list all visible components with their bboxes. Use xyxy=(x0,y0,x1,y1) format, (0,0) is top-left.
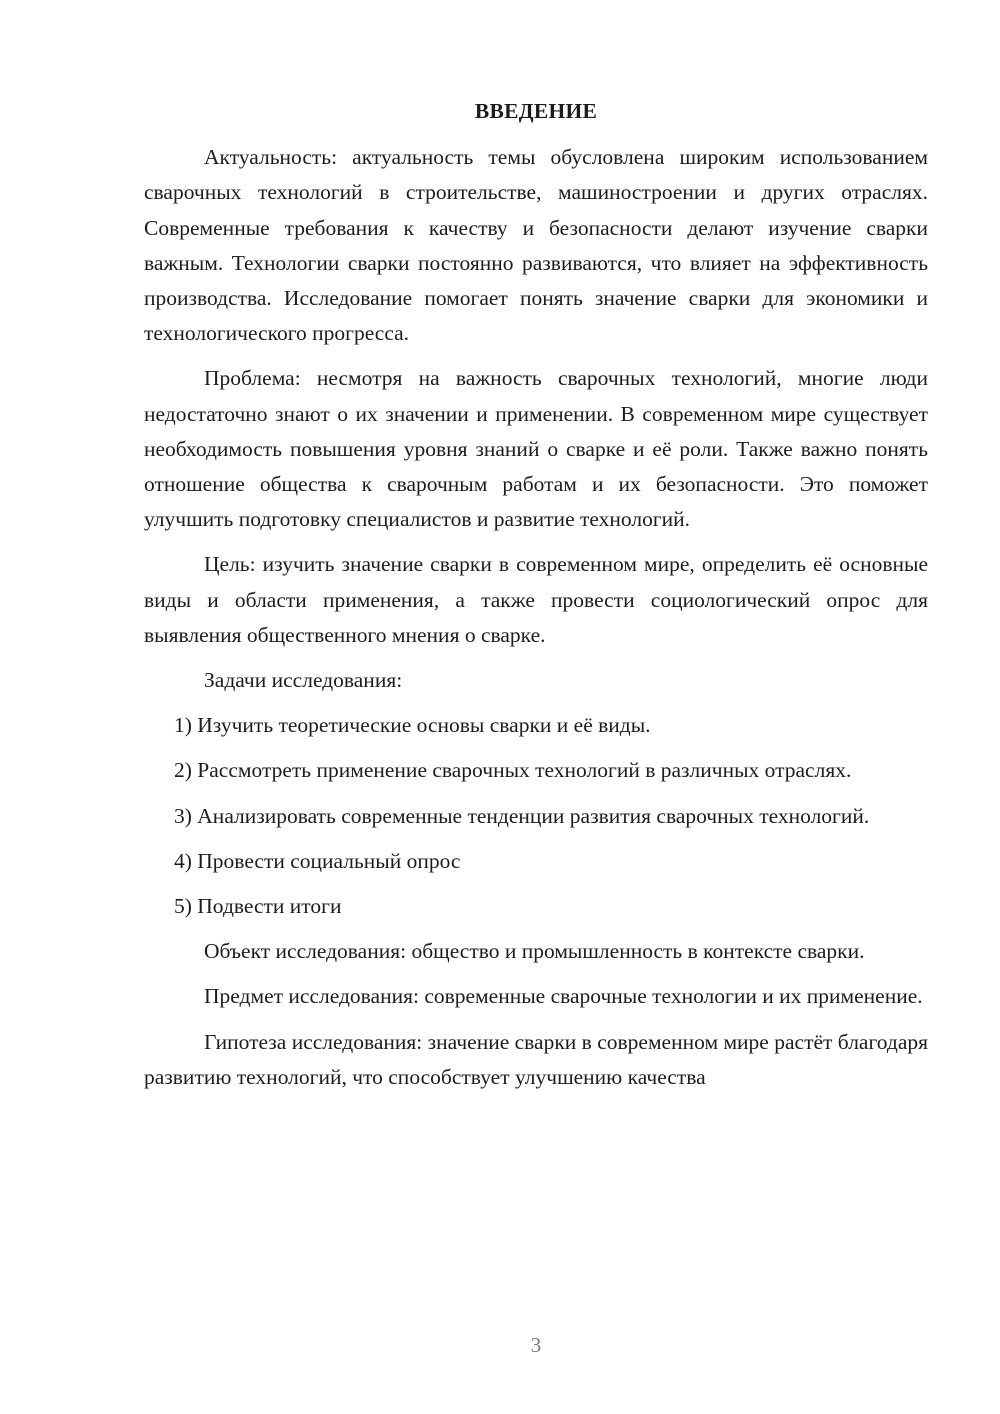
task-item-4: 4) Провести социальный опрос xyxy=(174,848,461,873)
paragraph-object: Объект исследования: общество и промышленность в контексте сварки. xyxy=(204,939,865,964)
page-content xyxy=(144,94,928,1105)
task-item-2: 2) Рассмотреть применение сварочных технологий в различных отраслях. xyxy=(174,758,852,783)
paragraph-goal: Цель: изучить значение сварки в современном мире, определить её основные виды и области применения, а также провести социологический опрос для выявления общественного мнения о сварке. xyxy=(144,552,928,647)
paragraph-problem: Проблема: несмотря на важность сварочных технологий, многие люди недостаточно знают о их значении и применении. В современном мире существует необходимость повышения уровня знаний о сварке и её роли. Также важно понять отношение общества к сварочным работам и их безопасности. Это поможет улучшить подготовку специалистов и развитие технологий. xyxy=(144,366,928,532)
paragraph-subject: Предмет исследования: современные сварочные технологии и их применение. xyxy=(204,984,923,1009)
task-item-5: 5) Подвести итоги xyxy=(174,894,342,919)
paragraph-relevance: Актуальность: актуальность темы обусловлена широким использованием сварочных технологий в строительстве, машиностроении и других отраслях. Современные требования к качеству и безопасности делают изучение сварки важным. Технологии сварки постоянно развиваются, что влияет на эффективность производства. Исследование помогает понять значение сварки для экономики и технологического прогресса. xyxy=(144,145,928,346)
section-title: ВВЕДЕНИЕ xyxy=(474,99,598,123)
page-number: 3 xyxy=(530,1333,542,1357)
task-item-1: 1) Изучить теоретические основы сварки и её виды. xyxy=(174,713,651,738)
tasks-heading: Задачи исследования: xyxy=(204,668,403,693)
paragraph-hypothesis: Гипотеза исследования: значение сварки в современном мире растёт благодаря развитию технологий, что способствует улучшению качества xyxy=(144,1029,928,1089)
task-item-3: 3) Анализировать современные тенденции развития сварочных технологий. xyxy=(174,803,870,828)
